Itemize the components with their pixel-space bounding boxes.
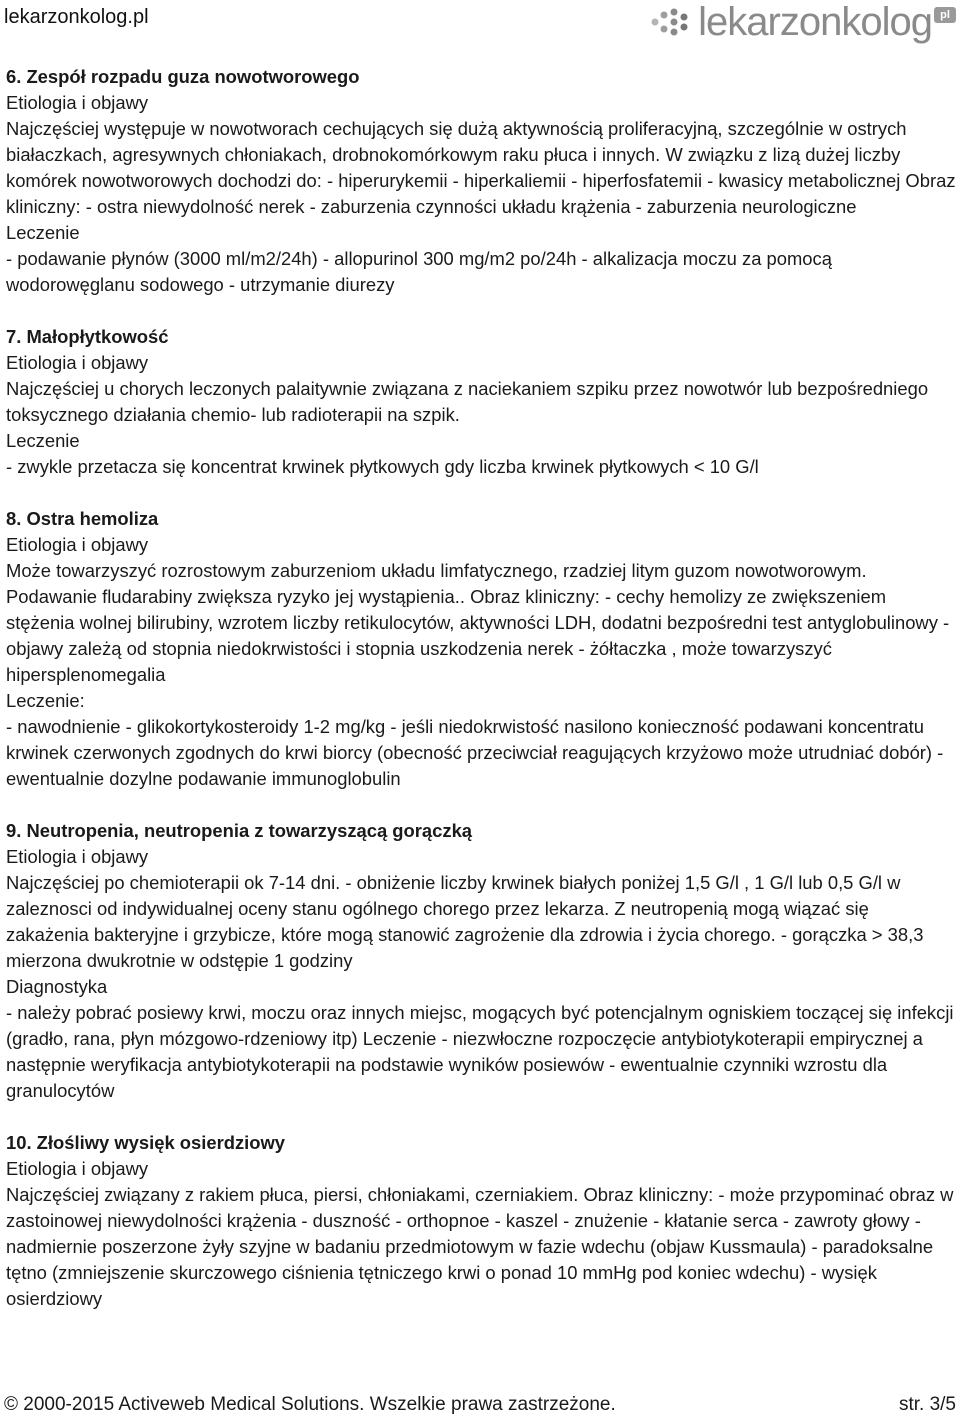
site-name[interactable]: lekarzonkolog.pl	[4, 6, 149, 28]
document-body	[6, 64, 956, 1338]
section-subheading: Etiologia i objawy	[6, 534, 149, 555]
section-subheading: Leczenie	[6, 430, 80, 451]
section-subheading: Diagnostyka	[6, 976, 108, 997]
section-subheading: Etiologia i objawy	[6, 92, 149, 113]
section-paragraph: Najczęściej po chemioterapii ok 7-14 dni. - obniżenie liczby krwinek białych poniżej 1,5 G/l , 1 G/l lub 0,5 G/l w zaleznosci od indywidualnej oceny stanu ogólnego chorego przez lekarza. Z neutropenią mogą wiązać się zakażenia bakteryjne i grzybicze, które mogą stanowić zagrożenie dla zdrowia i życia chorego. - gorączka > 38,3 mierzona dwukrotnie w odstępie 1 godziny	[6, 872, 924, 971]
section-pericardial-effusion	[6, 1130, 956, 1312]
section-subheading: Etiologia i objawy	[6, 1158, 149, 1179]
section-hemolysis	[6, 506, 956, 792]
site-logo[interactable]	[650, 0, 956, 44]
section-title: 7. Małopłytkowość	[6, 326, 169, 347]
copyright-text: © 2000-2015 Activeweb Medical Solutions. Wszelkie prawa zastrzeżone.	[4, 1394, 616, 1415]
section-paragraph: Może towarzyszyć rozrostowym zaburzeniom układu limfatycznego, rzadziej litym guzom nowotworowym. Podawanie fludarabiny zwiększa ryzyko jej wystąpienia.. Obraz kliniczny: - cechy hemolizy ze zwiększeniem stężenia wolnej bilirubiny, wzrotem liczby retikulocytów, aktywności LDH, dodatni bezpośredni test antyglobulinowy - objawy zależą od stopnia niedokrwistości i stopnia uszkodzenia nerek - żółtaczka , może towarzyszyć hipersplenomegalia	[6, 560, 950, 685]
section-paragraph: - nawodnienie - glikokortykosteroidy 1-2 mg/kg - jeśli niedokrwistość nasilono konieczność podawani koncentratu krwinek czerwonych zgodnych do krwi biorcy (obecność przeciwciał reagujących krzyżowo może utrudniać dobór) - ewentualnie dozylne podawanie immunoglobulin	[6, 716, 944, 789]
logo-badge: pl	[934, 7, 956, 23]
section-tumor-lysis	[6, 64, 956, 298]
logo-text: lekarzonkolog	[698, 0, 932, 44]
section-paragraph: Najczęściej u chorych leczonych palaitywnie związana z naciekaniem szpiku przez nowotwór lub bezpośredniego toksycznego działania chemio- lub radioterapii na szpik.	[6, 378, 929, 425]
section-subheading: Leczenie	[6, 222, 80, 243]
section-paragraph: - należy pobrać posiewy krwi, moczu oraz innych miejsc, mogących być potencjalnym ogniskiem toczącej się infekcji (gradło, rana, płyn mózgowo-rdzeniowy itp) Leczenie - niezwłoczne rozpoczęcie antybiotykoterapii empirycznej a następnie weryfikacja antybiotykoterapii na podstawie wyników posiewów - ewentualnie czynniki wzrostu dla granulocytów	[6, 1002, 954, 1101]
section-thrombocytopenia	[6, 324, 956, 480]
page-header	[0, 0, 960, 46]
section-paragraph: Najczęściej związany z rakiem płuca, piersi, chłoniakami, czerniakiem. Obraz kliniczny: - może przypominać obraz w zastoinowej niewydolności krążenia - duszność - orthopnoe - kaszel - znużenie - kłatanie serca - zawroty głowy - nadmiernie poszerzone żyły szyjne w badaniu przedmiotowym w fazie wdechu (objaw Kussmaula) - paradoksalne tętno (zmniejszenie skurczowego ciśnienia tętniczego krwi o ponad 10 mmHg pod koniec wdechu) - wysięk osierdziowy	[6, 1184, 954, 1309]
section-subheading: Etiologia i objawy	[6, 352, 149, 373]
section-title: 10. Złośliwy wysięk osierdziowy	[6, 1132, 286, 1153]
section-paragraph: - zwykle przetacza się koncentrat krwinek płytkowych gdy liczba krwinek płytkowych < 10 G/l	[6, 456, 759, 477]
section-title: 8. Ostra hemoliza	[6, 508, 159, 529]
section-subheading: Leczenie:	[6, 690, 85, 711]
logo-dots-icon	[650, 7, 694, 37]
section-title: 6. Zespół rozpadu guza nowotworowego	[6, 66, 360, 87]
section-paragraph: Najczęściej występuje w nowotworach cechujących się dużą aktywnością proliferacyjną, szczególnie w ostrych białaczkach, agresywnych chłoniakach, drobnokomórkowym raku płuca i innych. W związku z lizą dużej liczby komórek nowotworowych dochodzi do: - hiperurykemii - hiperkaliemii - hiperfosfatemii - kwasicy metabolicznej Obraz kliniczny: - ostra niewydolność nerek - zaburzenia czynności układu krążenia - zaburzenia neurologiczne	[6, 118, 956, 217]
section-subheading: Etiologia i objawy	[6, 846, 149, 867]
page-number: str. 3/5	[898, 1394, 956, 1415]
section-paragraph: - podawanie płynów (3000 ml/m2/24h) - allopurinol 300 mg/m2 po/24h - alkalizacja moczu za pomocą wodorowęglanu sodowego - utrzymanie diurezy	[6, 248, 832, 295]
section-title: 9. Neutropenia, neutropenia z towarzyszącą gorączką	[6, 820, 473, 841]
section-neutropenia	[6, 818, 956, 1104]
